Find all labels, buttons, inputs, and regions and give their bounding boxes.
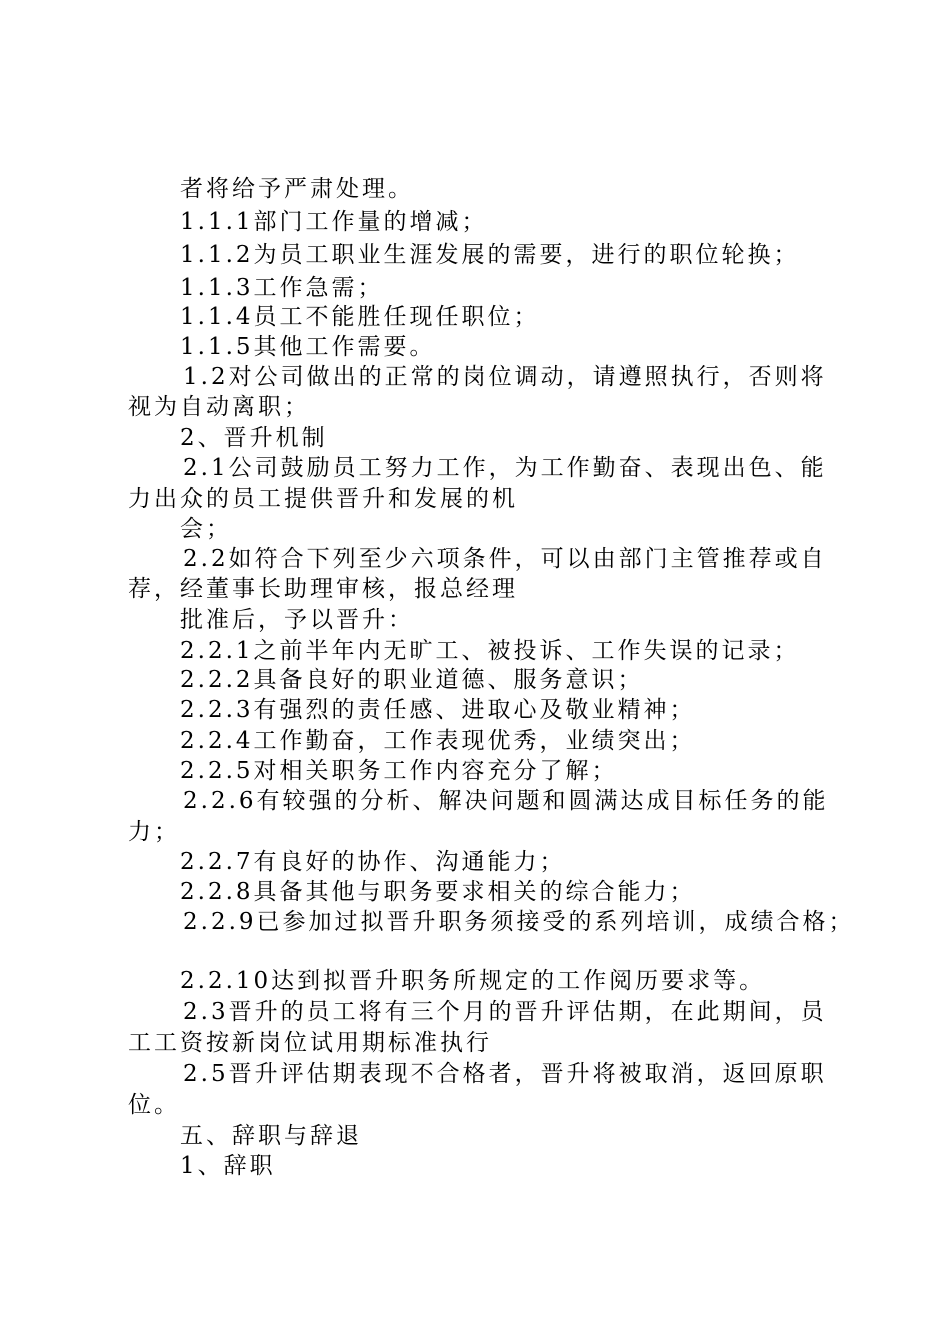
text-line: 2.2.9已参加过拟晋升职务须接受的系列培训，成绩合格； xyxy=(183,909,855,935)
text-line: 荐，经董事长助理审核，报总经理 xyxy=(128,576,518,602)
section-heading: 2、晋升机制 xyxy=(180,425,328,451)
text-line: 工工资按新岗位试用期标准执行 xyxy=(128,1030,492,1056)
text-line: 力出众的员工提供晋升和发展的机 xyxy=(128,486,518,512)
text-line: 1.1.5其他工作需要。 xyxy=(180,334,436,360)
text-line: 2.2如符合下列至少六项条件，可以由部门主管推荐或自 xyxy=(183,546,827,572)
text-line: 2.5晋升评估期表现不合格者，晋升将被取消，返回原职 xyxy=(183,1061,827,1087)
text-line: 批准后，予以晋升： xyxy=(180,607,414,633)
text-line: 2.1公司鼓励员工努力工作，为工作勤奋、表现出色、能 xyxy=(183,455,827,481)
text-line: 2.2.2具备良好的职业道德、服务意识； xyxy=(180,667,644,693)
section-heading: 五、辞职与辞退 xyxy=(180,1123,362,1149)
text-line: 2.2.7有良好的协作、沟通能力； xyxy=(180,849,566,875)
text-line: 力； xyxy=(128,819,180,845)
text-line: 2.3晋升的员工将有三个月的晋升评估期，在此期间，员 xyxy=(183,999,827,1025)
text-line: 1.1.4员工不能胜任现任职位； xyxy=(180,304,540,330)
text-line: 2.2.6有较强的分析、解决问题和圆满达成目标任务的能 xyxy=(183,788,829,814)
text-line: 1.1.1部门工作量的增减； xyxy=(180,209,488,235)
text-line: 会； xyxy=(180,516,232,542)
text-line: 1.2对公司做出的正常的岗位调动，请遵照执行，否则将 xyxy=(183,364,827,390)
text-line: 者将给予严肃处理。 xyxy=(180,176,414,202)
text-line: 2.2.3有强烈的责任感、进取心及敬业精神； xyxy=(180,697,696,723)
section-heading: 1、辞职 xyxy=(180,1153,276,1179)
text-line: 2.2.4工作勤奋，工作表现优秀，业绩突出； xyxy=(180,728,696,754)
text-line: 2.2.5对相关职务工作内容充分了解； xyxy=(180,758,618,784)
text-line: 2.2.10达到拟晋升职务所规定的工作阅历要求等。 xyxy=(180,968,766,994)
text-line: 2.2.1之前半年内无旷工、被投诉、工作失误的记录； xyxy=(180,638,800,664)
text-line: 1.1.2为员工职业生涯发展的需要，进行的职位轮换； xyxy=(180,242,800,268)
text-line: 2.2.8具备其他与职务要求相关的综合能力； xyxy=(180,879,696,905)
text-line: 位。 xyxy=(128,1092,180,1118)
text-line: 视为自动离职； xyxy=(128,394,310,420)
text-line: 1.1.3工作急需； xyxy=(180,275,384,301)
